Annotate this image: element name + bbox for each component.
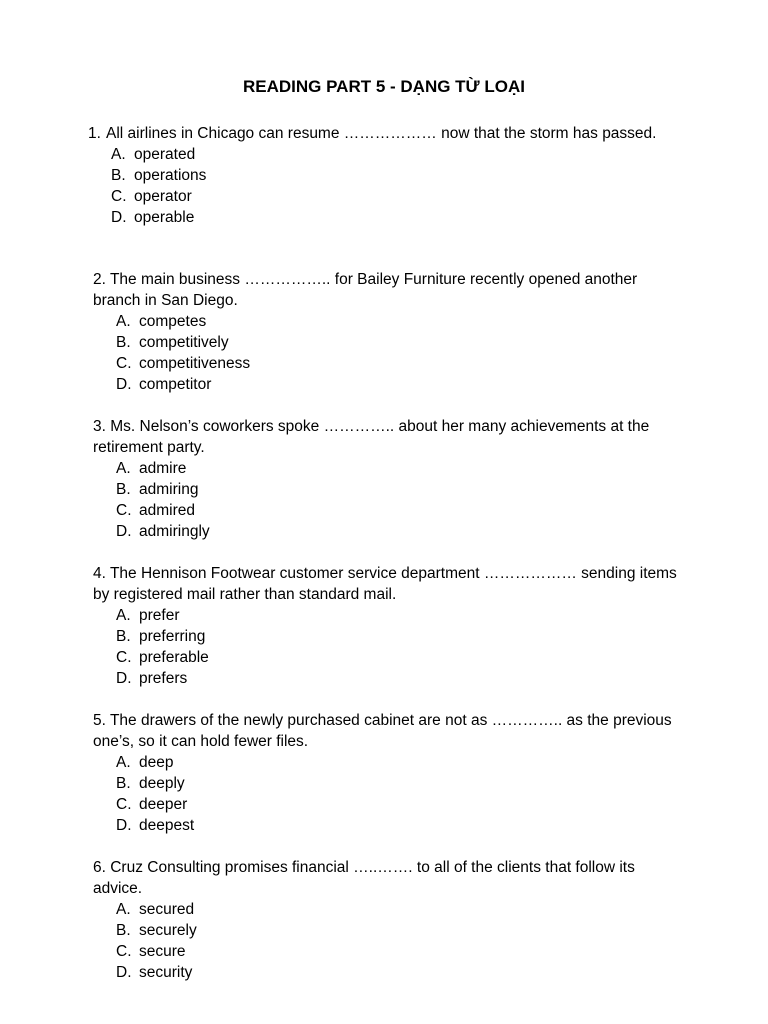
option-text: preferring	[139, 628, 206, 645]
option-text: prefers	[139, 670, 188, 687]
option-text: operations	[134, 167, 207, 184]
option-a	[93, 458, 683, 479]
question-6	[93, 857, 683, 983]
option-letter: A.	[116, 901, 131, 918]
option-letter: D.	[111, 209, 127, 226]
option-b	[88, 165, 678, 186]
option-b	[93, 332, 683, 353]
option-c	[88, 186, 678, 207]
option-text: operated	[134, 146, 196, 163]
question-text: All airlines in Chicago can resume ……………… now that the storm has passed.	[106, 125, 657, 142]
option-a	[93, 899, 683, 920]
options-list	[93, 899, 683, 983]
option-letter: D.	[116, 376, 132, 393]
option-c	[93, 794, 683, 815]
option-text: prefer	[139, 607, 180, 624]
option-letter: A.	[111, 146, 126, 163]
option-d	[88, 207, 678, 228]
question-1	[88, 123, 678, 228]
options-list	[88, 144, 678, 228]
option-text: admired	[139, 502, 195, 519]
option-b	[93, 773, 683, 794]
option-text: secure	[139, 943, 186, 960]
option-text: security	[139, 964, 193, 981]
option-d	[93, 668, 683, 689]
option-d	[93, 815, 683, 836]
option-text: operator	[134, 188, 192, 205]
option-text: securely	[139, 922, 197, 939]
option-text: admiringly	[139, 523, 210, 540]
option-letter: C.	[116, 943, 132, 960]
option-letter: C.	[111, 188, 127, 205]
options-list	[93, 752, 683, 836]
option-a	[93, 311, 683, 332]
option-text: competes	[139, 313, 207, 330]
option-letter: C.	[116, 649, 132, 666]
option-text: admiring	[139, 481, 199, 498]
option-text: admire	[139, 460, 187, 477]
option-letter: B.	[116, 775, 131, 792]
option-letter: D.	[116, 817, 132, 834]
question-3	[93, 416, 683, 542]
option-c	[93, 500, 683, 521]
question-2	[93, 269, 683, 395]
option-letter: B.	[116, 628, 131, 645]
option-c	[93, 353, 683, 374]
option-letter: C.	[116, 355, 132, 372]
option-text: competitively	[139, 334, 229, 351]
option-c	[93, 941, 683, 962]
option-letter: C.	[116, 796, 132, 813]
option-a	[93, 752, 683, 773]
option-b	[93, 479, 683, 500]
option-letter: D.	[116, 670, 132, 687]
option-letter: D.	[116, 964, 132, 981]
option-letter: B.	[111, 167, 126, 184]
option-text: competitor	[139, 376, 212, 393]
question-5	[93, 710, 683, 836]
option-letter: A.	[116, 460, 131, 477]
option-d	[93, 521, 683, 542]
option-letter: B.	[116, 922, 131, 939]
option-a	[93, 605, 683, 626]
question-number: 1.	[88, 125, 101, 142]
option-b	[93, 920, 683, 941]
option-text: preferable	[139, 649, 209, 666]
option-d	[93, 374, 683, 395]
option-text: operable	[134, 209, 195, 226]
option-c	[93, 647, 683, 668]
option-text: competitiveness	[139, 355, 251, 372]
question-text: 6. Cruz Consulting promises financial …..……. to all of the clients that follow its advice.	[93, 859, 635, 897]
option-letter: C.	[116, 502, 132, 519]
option-letter: B.	[116, 334, 131, 351]
options-list	[93, 605, 683, 689]
question-text: 2. The main business …………….. for Bailey Furniture recently opened another branch in San Diego.	[93, 271, 638, 309]
option-letter: A.	[116, 754, 131, 771]
option-text: deeper	[139, 796, 188, 813]
page-title: READING PART 5 - DẠNG TỪ LOẠI	[242, 77, 525, 96]
option-letter: D.	[116, 523, 132, 540]
options-list	[93, 311, 683, 395]
option-a	[88, 144, 678, 165]
option-letter: A.	[116, 313, 131, 330]
option-letter: B.	[116, 481, 131, 498]
option-text: secured	[139, 901, 195, 918]
option-text: deepest	[139, 817, 195, 834]
options-list	[93, 458, 683, 542]
question-text: 5. The drawers of the newly purchased cabinet are not as ………….. as the previous one’s, so it can hold fewer files.	[93, 712, 672, 750]
option-b	[93, 626, 683, 647]
option-d	[93, 962, 683, 983]
option-letter: A.	[116, 607, 131, 624]
question-text: 3. Ms. Nelson’s coworkers spoke ………….. about her many achievements at the retirement party.	[93, 418, 650, 456]
option-text: deeply	[139, 775, 185, 792]
option-text: deep	[139, 754, 174, 771]
question-4	[93, 563, 683, 689]
question-text: 4. The Hennison Footwear customer service department ……………… sending items by registered mail rather than standard mail.	[93, 565, 677, 603]
